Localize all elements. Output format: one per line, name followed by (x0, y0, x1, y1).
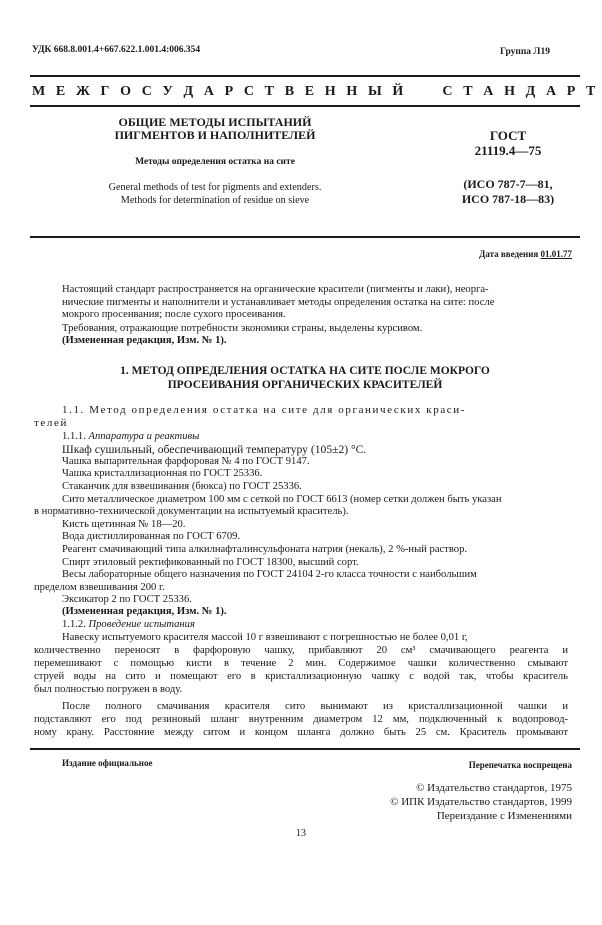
intro-date-label: Дата введения (479, 249, 541, 259)
apparatus-ethanol: Спирт этиловый ректификованный по ГОСТ 18300, высший сорт. (62, 557, 359, 568)
apparatus-water: Вода дистиллированная по ГОСТ 6709. (62, 531, 241, 542)
scope-line-2: нические пигменты и наполнители и устанавливает методы определения остатка на сите: после (62, 296, 495, 308)
title-ru-sub: Методы определения остатка на сите (135, 157, 295, 167)
udk-code: УДК 668.8.001.4+667.622.1.001.4:006.354 (32, 45, 201, 55)
procedure2-line-2: подставляют его под резиновый шланг внутренним диаметром 12 мм, подключенный к водопровод- (34, 714, 568, 725)
apparatus-crystallizing-dish: Чашка кристаллизационная по ГОСТ 25336. (62, 468, 263, 479)
footer-rule (30, 748, 580, 750)
paragraph-amendment-2: (Измененная редакция, Изм. № 1). (62, 606, 227, 617)
banner-rule (30, 105, 580, 107)
title-ru-line1: ОБЩИЕ МЕТОДЫ ИСПЫТАНИЙ (118, 115, 312, 129)
procedure2-line-3: ному крану. Расстояние между ситом и концом шланга должно быть 25 см. Краситель промывают (34, 727, 568, 738)
apparatus-drying-cabinet: Шкаф сушильный, обеспечивающий температуру (105±2) °С. (62, 443, 367, 456)
scope-line-3: мокрого просеивания; после сухого просеивания. (62, 309, 286, 321)
procedure-line-3: перемешивают с помощью кисти в течение 2 мин. Содержимое чашки количественно смывают (34, 658, 568, 669)
gost-number: 21119.4—75 (474, 143, 542, 158)
scope-line-1: Настоящий стандарт распространяется на органические красители (пигменты и лаки), неорга- (62, 284, 489, 295)
procedure-line-5: был полностью погружен в воду. (34, 684, 183, 695)
procedure-line-4: струей воды на сито и помещают его в кристаллизационную чашку с водой так, чтобы краситель (34, 671, 568, 682)
clause-1-1-1-number: 1.1.1. (62, 431, 89, 442)
clause-1-1-2 (62, 619, 195, 632)
clause-1-1-2-title: Проведение испытания (88, 619, 195, 630)
title-en-line1: General methods of test for pigments and extenders. (108, 182, 322, 193)
title-rule (30, 236, 580, 238)
intro-date-value: 01.01.77 (540, 249, 572, 259)
clause-1-1-2-number: 1.1.2. (62, 619, 89, 630)
top-rule (30, 75, 580, 77)
paragraph-amendment-1: (Измененная редакция, Изм. № 1). (62, 335, 227, 346)
paragraph-requirements: Требования, отражающие потребности экономики страны, выделены курсивом. (62, 323, 423, 334)
title-en-line2: Methods for determination of residue on sieve (120, 195, 310, 206)
clause-1-1-line2: телей (34, 417, 68, 429)
apparatus-scales-line1: Весы лабораторные общего назначения по ГОСТ 24104 2-го класса точности с наибольшим (62, 569, 477, 580)
clause-1-1-1 (62, 431, 199, 444)
official-edition: Издание официальное (62, 758, 153, 768)
apparatus-desiccator: Эксикатор 2 по ГОСТ 25336. (62, 594, 192, 605)
apparatus-weighing-bottle: Стаканчик для взвешивания (бюкса) по ГОСТ 25336. (62, 481, 302, 492)
copyright-1975: © Издательство стандартов, 1975 (416, 782, 572, 794)
apparatus-sieve-line1: Сито металлическое диаметром 100 мм с сеткой по ГОСТ 6613 (номер сетки должен быть указан (62, 494, 502, 505)
standard-banner: М Е Ж Г О С У Д А Р С Т В Е Н Н Ы Й С Т А Н Д А Р Т (32, 84, 599, 99)
apparatus-sieve-line2: в нормативно-технической документации на испытуемый краситель). (34, 506, 349, 517)
apparatus-wetting-agent: Реагент смачивающий типа алкилнафталинсульфоната натрия (некаль), 2 %-ный раствор. (62, 544, 468, 555)
procedure-line-2: количественно переносят в фарфоровую чашку, прибавляют 20 см³ смачивающего реагента и (34, 645, 568, 656)
gost-label: ГОСТ (489, 128, 527, 143)
apparatus-brush: Кисть щетинная № 18—20. (62, 519, 186, 530)
clause-1-1-line1: 1.1. Метод определения остатка на сите для органических краси- (62, 404, 467, 416)
procedure-line-1: Навеску испытуемого красителя массой 10 г взвешивают с погрешностью не более 0,01 г, (62, 632, 468, 643)
title-ru-line2: ПИГМЕНТОВ И НАПОЛНИТЕЛЕЙ (114, 128, 316, 142)
intro-date (479, 249, 572, 260)
reprint-prohibited: Перепечатка воспрещена (468, 760, 572, 770)
copyright-1999: © ИПК Издательство стандартов, 1999 (390, 796, 572, 808)
apparatus-evaporating-dish: Чашка выпарительная фарфоровая № 4 по ГОСТ 9147. (62, 456, 310, 467)
page-number: 13 (296, 828, 306, 839)
paragraph-scope (62, 284, 568, 322)
iso-line1: (ИСО 787-7—81, (463, 177, 553, 191)
reissue-note: Переиздание с Изменениями (436, 810, 572, 822)
apparatus-scales-line2: пределом взвешивания 200 г. (34, 582, 165, 593)
procedure2-line-1: После полного смачивания красителя сито вынимают из кристаллизационной чашки и (62, 701, 568, 712)
clause-1-1-1-title: Аппаратура и реактивы (88, 431, 200, 442)
section-1-title-line1: 1. МЕТОД ОПРЕДЕЛЕНИЯ ОСТАТКА НА СИТЕ ПОСЛЕ МОКРОГО (120, 365, 490, 377)
group-code: Группа Л19 (500, 47, 551, 57)
iso-line2: ИСО 787-18—83) (461, 192, 555, 206)
section-1-title-line2: ПРОСЕИВАНИЯ ОРГАНИЧЕСКИХ КРАСИТЕЛЕЙ (167, 379, 443, 391)
